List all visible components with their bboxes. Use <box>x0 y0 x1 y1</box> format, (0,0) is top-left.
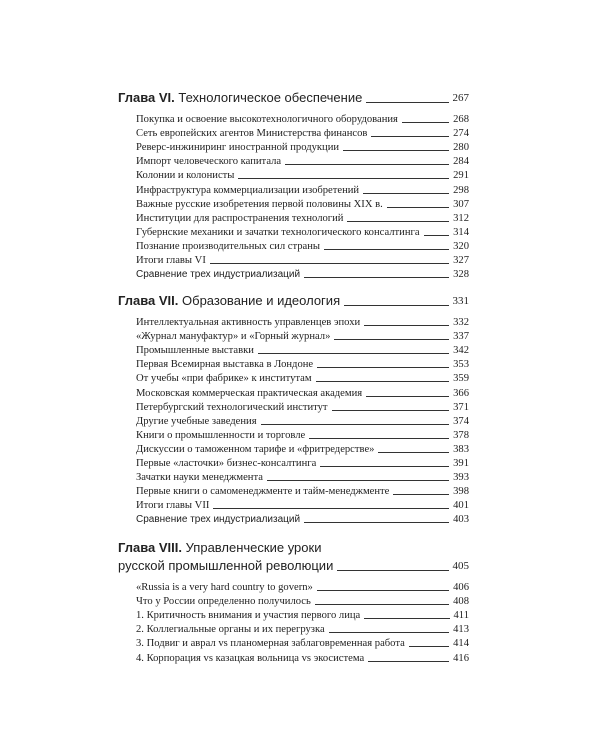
toc-entry[interactable]: Дискуссии о таможенном тарифе и «фритредерстве» 383 <box>136 443 469 455</box>
leader-line <box>344 305 448 306</box>
toc-entry[interactable]: Сравнение трех индустриализаций 328 <box>136 269 469 281</box>
toc-entry[interactable]: Итоги главы VII 401 <box>136 500 469 512</box>
chapter-7-label: Глава VII. <box>118 293 179 308</box>
toc-entry[interactable]: Что у России определенно получилось 408 <box>136 596 469 608</box>
chapter-7-title: Образование и идеология <box>182 293 341 308</box>
chapter-8-heading[interactable] <box>118 538 469 574</box>
toc-entry[interactable]: Покупка и освоение высокотехнологичного оборудования 268 <box>136 114 469 126</box>
toc-entry[interactable]: Познание производительных сил страны 320 <box>136 240 469 252</box>
toc-entry[interactable]: Интеллектуальная активность управленцев эпохи 332 <box>136 317 469 329</box>
chapter-6-page: 267 <box>452 92 469 104</box>
toc-entry[interactable]: Реверс-инжиниринг иностранной продукции 280 <box>136 142 469 154</box>
chapter-6 <box>118 88 469 281</box>
toc-entry[interactable]: Импорт человеческого капитала 284 <box>136 156 469 168</box>
toc-entry[interactable]: Сравнение трех индустриализаций 403 <box>136 514 469 526</box>
toc-entry[interactable]: Петербургский технологический институт 371 <box>136 401 469 413</box>
toc-entry[interactable]: Зачатки науки менеджмента 393 <box>136 472 469 484</box>
toc-entry[interactable]: 2. Коллегиальные органы и их перегрузка 413 <box>136 624 469 636</box>
chapter-7-heading[interactable] <box>118 291 469 309</box>
toc-entry[interactable]: Колонии и колонисты 291 <box>136 170 469 182</box>
toc-entry[interactable]: Губернские механики и зачатки технологического консалтинга 314 <box>136 226 469 238</box>
chapter-7-entries <box>118 315 469 526</box>
toc-entry[interactable]: Итоги главы VI 327 <box>136 255 469 267</box>
chapter-7-page: 331 <box>452 295 469 307</box>
chapter-8-entries <box>118 580 469 665</box>
chapter-8-page: 405 <box>452 560 469 572</box>
toc-entry[interactable]: Первые книги о самоменеджменте и тайм-менеджменте 398 <box>136 486 469 498</box>
toc-entry[interactable]: Промышленные выставки 342 <box>136 345 469 357</box>
chapter-6-title: Технологическое обеспечение <box>178 90 363 105</box>
chapter-8-title-line2: русской промышленной революции <box>118 558 334 573</box>
toc-entry[interactable]: Другие учебные заведения 374 <box>136 415 469 427</box>
chapter-6-label: Глава VI. <box>118 90 175 105</box>
toc-entry[interactable]: Инфраструктура коммерциализации изобретений 298 <box>136 184 469 196</box>
chapter-6-entries <box>118 112 469 281</box>
leader-line <box>366 102 448 103</box>
chapter-8 <box>118 538 469 665</box>
toc-entry[interactable]: «Russia is a very hard country to govern» 406 <box>136 582 469 594</box>
toc-entry[interactable]: Книги о промышленности и торговле 378 <box>136 429 469 441</box>
toc-entry[interactable]: От учебы «при фабрике» к институтам 359 <box>136 373 469 385</box>
toc-entry[interactable]: Институции для распространения технологий 312 <box>136 212 469 224</box>
chapter-8-title-line1: Управленческие уроки <box>185 540 322 555</box>
toc-entry[interactable]: Первые «ласточки» бизнес-консалтинга 391 <box>136 458 469 470</box>
toc-entry[interactable]: Сеть европейских агентов Министерства финансов 274 <box>136 128 469 140</box>
toc-entry[interactable]: Первая Всемирная выставка в Лондоне 353 <box>136 359 469 371</box>
toc-entry[interactable]: Важные русские изобретения первой половины XIX в. 307 <box>136 198 469 210</box>
chapter-7 <box>118 291 469 526</box>
chapter-6-heading[interactable] <box>118 88 469 106</box>
leader-line <box>337 570 448 571</box>
toc-entry[interactable]: 3. Подвиг и аврал vs планомерная заблаговременная работа 414 <box>136 638 469 650</box>
toc-entry[interactable]: 1. Критичность внимания и участия первого лица 411 <box>136 610 469 622</box>
chapter-8-label: Глава VIII. <box>118 540 182 555</box>
toc-entry[interactable]: Московская коммерческая практическая академия 366 <box>136 387 469 399</box>
toc-entry[interactable]: 4. Корпорация vs казацкая вольница vs экосистема 416 <box>136 652 469 664</box>
toc-entry[interactable]: «Журнал мануфактур» и «Горный журнал» 337 <box>136 331 469 343</box>
